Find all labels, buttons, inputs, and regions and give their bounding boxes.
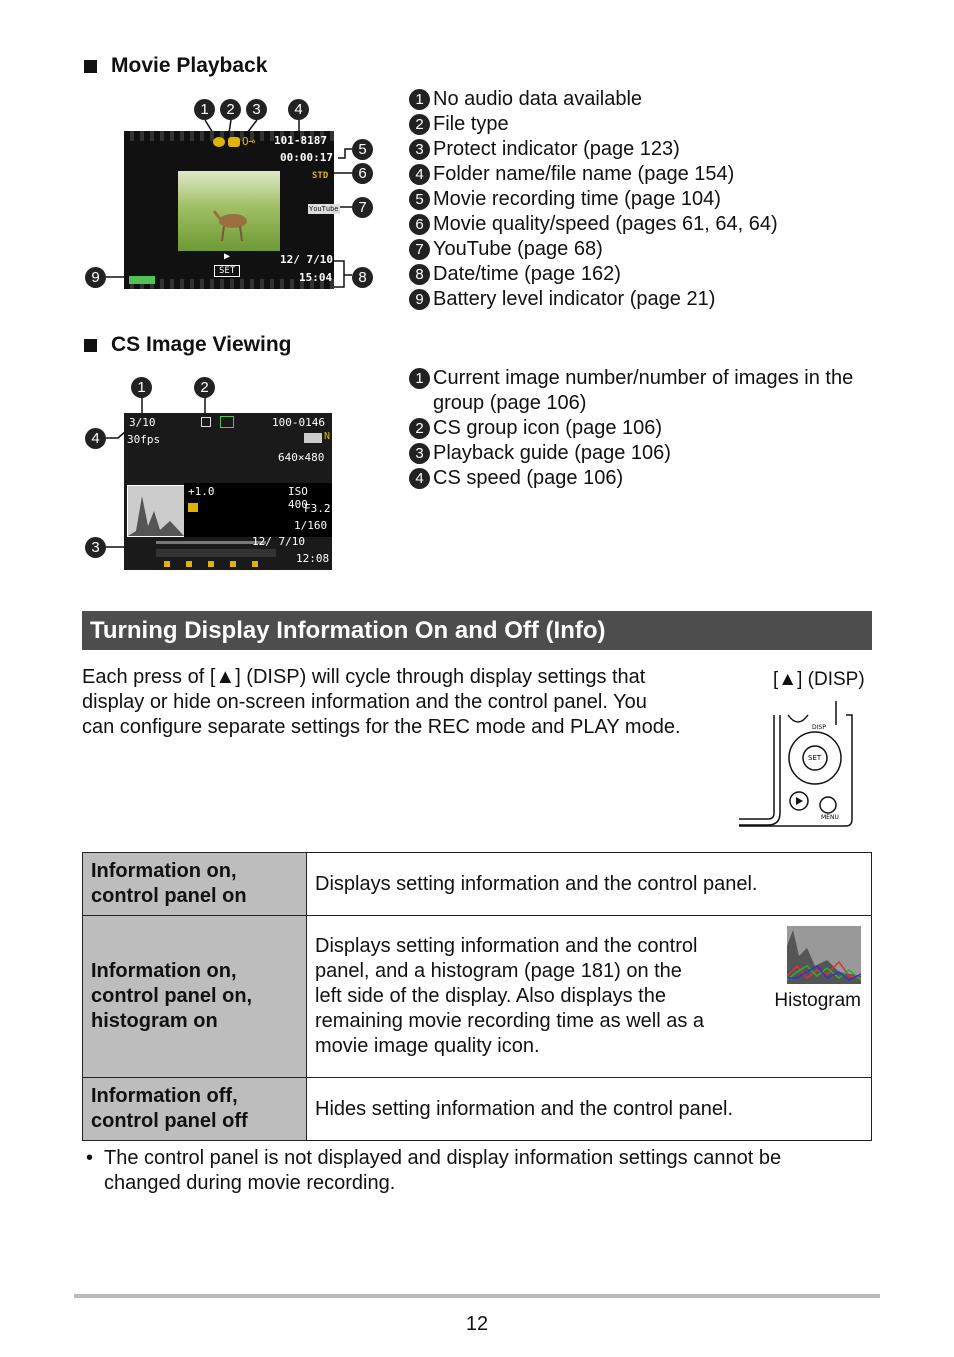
square-bullet-icon — [84, 60, 97, 73]
audio-off-icon — [213, 137, 225, 147]
movie-recording-time: 00:00:17 — [280, 151, 333, 164]
movie-clock: 15:04 — [299, 271, 333, 284]
cs-speed: 30fps — [127, 433, 161, 446]
cs-callout-4: 4 — [85, 428, 106, 449]
legend-item: 2 File type — [409, 112, 879, 137]
section-body: Each press of [▲] (DISP) will cycle through display settings that display or hide on-screen information and the control panel. You can configure separate settings for the REC mode and PLAY mode. — [82, 666, 681, 738]
bullet-icon: • — [86, 1147, 94, 1169]
deer-image — [178, 171, 280, 251]
playback-progress-bar — [156, 541, 266, 544]
legend-item: 4 Folder name/file name (page 154) — [409, 162, 879, 187]
camera-mode-icon — [188, 503, 198, 512]
legend-item: 2 CS group icon (page 106) — [409, 416, 874, 441]
footer-divider — [74, 1294, 880, 1298]
playback-guide — [156, 549, 276, 557]
cs-viewing-screen — [124, 413, 332, 570]
table-row-description: Displays setting information and the control panel. — [307, 853, 872, 916]
note-text: The control panel is not displayed and display information settings cannot be changed during movie recording. — [104, 1147, 782, 1194]
cs-image-size: 640×480 — [278, 451, 325, 464]
callout-3: 3 — [246, 99, 267, 120]
movie-file-number: 101-8187 — [274, 134, 327, 147]
table-row-label: Information off, control panel off — [83, 1078, 307, 1141]
callout-7: 7 — [352, 197, 373, 218]
cs-callout-1: 1 — [131, 377, 152, 398]
ev-value: +1.0 — [188, 485, 215, 498]
section-title-banner: Turning Display Information On and Off (Info) — [82, 611, 872, 650]
quality-icon — [304, 433, 322, 443]
legend-item: 6 Movie quality/speed (pages 61, 64, 64) — [409, 212, 879, 237]
aperture-value: F3.2 — [304, 502, 331, 515]
disp-label: DISP — [812, 724, 826, 731]
table-row-description: Hides setting information and the control panel. — [307, 1078, 872, 1141]
callout-8: 8 — [352, 267, 373, 288]
cs-callout-2: 2 — [194, 377, 215, 398]
display-settings-table — [82, 852, 872, 1141]
disp-button-caption: [▲] (DISP) — [773, 669, 865, 690]
legend-item: 1 No audio data available — [409, 87, 879, 112]
movie-date: 12/ 7/10 — [280, 253, 333, 266]
table-row — [83, 853, 872, 916]
cs-image-count: 3/10 — [129, 416, 156, 429]
movie-legend — [409, 87, 879, 312]
legend-item: 3 Playback guide (page 106) — [409, 441, 874, 466]
shutter-value: 1/160 — [294, 519, 328, 532]
table-row-label: Information on, control panel on, histogram on — [83, 916, 307, 1078]
callout-2: 2 — [220, 99, 241, 120]
camera-back-illustration — [736, 695, 861, 830]
cs-file-number: 100-0146 — [272, 416, 325, 429]
table-row — [83, 916, 872, 1078]
playback-icon — [220, 416, 234, 428]
legend-item: 5 Movie recording time (page 104) — [409, 187, 879, 212]
cs-clock: 12:08 — [296, 552, 330, 565]
table-row-description: Displays setting information and the control panel, and a histogram (page 181) on the left side of the display. Also displays the remaining movie recording time as well as a movie image quality icon. — [315, 935, 705, 1057]
youtube-icon: YouTube — [309, 205, 339, 213]
iso-value: ISO 400 — [288, 485, 308, 511]
protect-key-icon: O⊸ — [242, 135, 256, 148]
page-number: 12 — [465, 1313, 489, 1335]
legend-item: 8 Date/time (page 162) — [409, 262, 879, 287]
callout-9: 9 — [85, 267, 106, 288]
cs-callout-3: 3 — [85, 537, 106, 558]
battery-icon — [129, 276, 155, 284]
callout-5: 5 — [352, 139, 373, 160]
callout-1: 1 — [194, 99, 215, 120]
set-label: SET — [808, 754, 822, 762]
cs-image-viewing-heading: CS Image Viewing — [84, 333, 292, 357]
movie-playback-heading: Movie Playback — [84, 54, 267, 78]
table-row-description-cell — [307, 916, 872, 1078]
legend-item: 9 Battery level indicator (page 21) — [409, 287, 879, 312]
legend-item: 7 YouTube (page 68) — [409, 237, 879, 262]
legend-item: 3 Protect indicator (page 123) — [409, 137, 879, 162]
histogram-caption: Histogram — [774, 990, 861, 1011]
callout-4: 4 — [288, 99, 309, 120]
menu-label: MENU — [821, 814, 839, 821]
cs-legend — [409, 366, 874, 491]
movie-quality-icon: STD — [312, 171, 329, 181]
movie-file-type-icon — [228, 137, 240, 147]
movie-thumbnail — [178, 171, 280, 251]
histogram-icon — [127, 485, 185, 537]
square-bullet-icon — [84, 339, 97, 352]
set-icon: SET — [214, 265, 240, 277]
cs-date: 12/ 7/10 — [252, 535, 305, 548]
legend-item: 1 Current image number/number of images in the group (page 106) — [409, 366, 874, 416]
legend-item: 4 CS speed (page 106) — [409, 466, 874, 491]
table-row — [83, 1078, 872, 1141]
table-row-label: Information on, control panel on — [83, 853, 307, 916]
callout-6: 6 — [352, 163, 373, 184]
play-icon: ▶ — [224, 251, 231, 262]
playback-guide-keys — [164, 561, 274, 567]
n-icon: N — [324, 431, 331, 442]
cs-group-icon — [201, 417, 211, 427]
histogram-image — [787, 926, 861, 984]
movie-playback-screen — [124, 131, 339, 289]
